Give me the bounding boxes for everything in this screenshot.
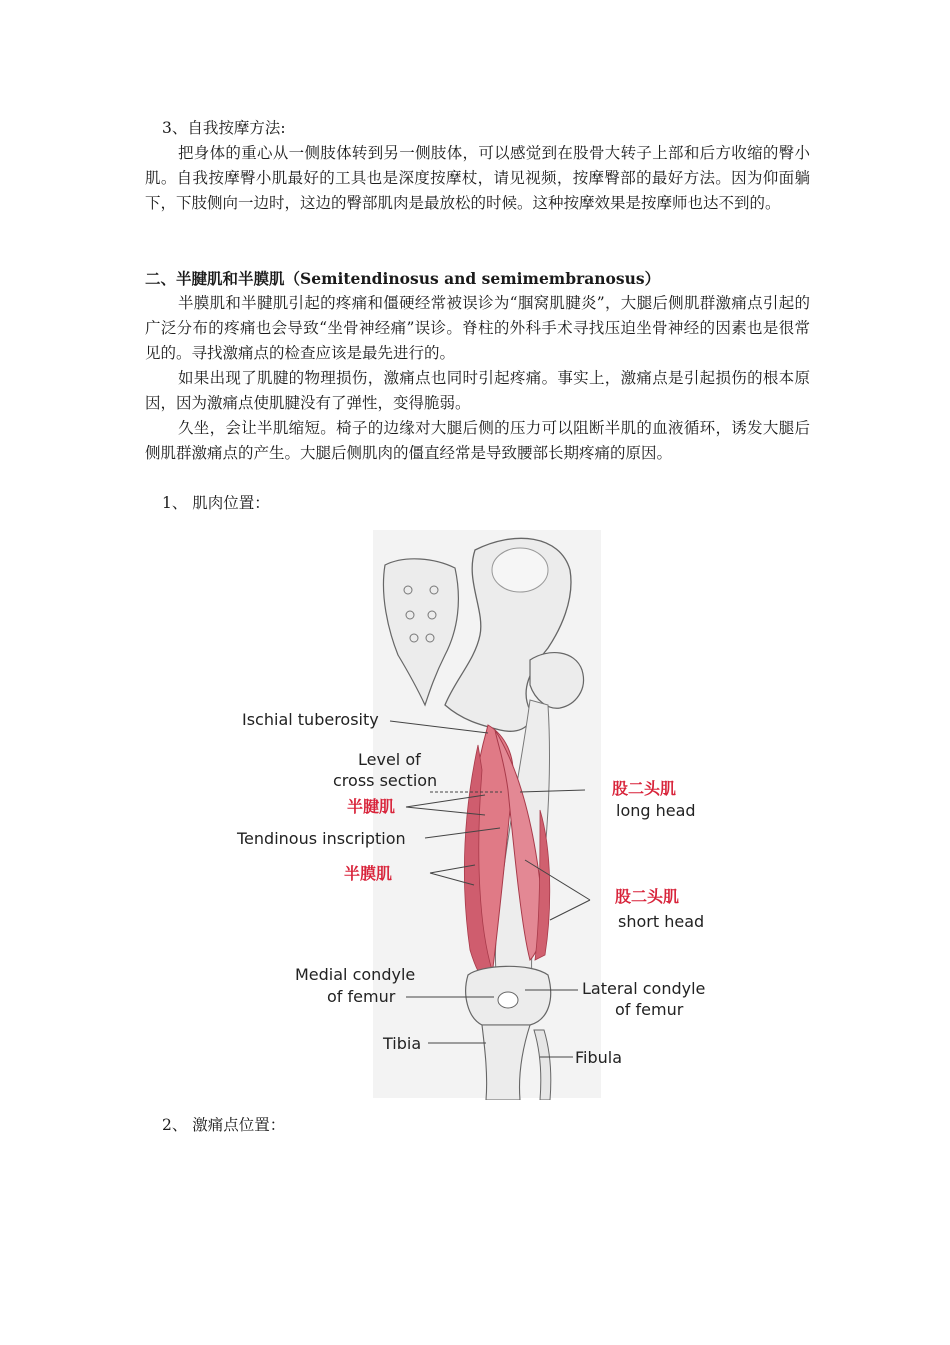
label-biceps-long-cn: 股二头肌: [612, 779, 677, 798]
label-short-head: short head: [618, 912, 705, 931]
section-3-paragraph: 把身体的重心从一侧肢体转到另一侧肢体，可以感觉到在股骨大转子上部和后方收缩的臀小肌。自我按摩臀小肌最好的工具也是深度按摩杖，请见视频，按摩臀部的最好方法。因为仰面躺下，下肢侧向一边时，这边的臀部肌肉是最放松的时候。这种按摩效果是按摩师也达不到的。: [145, 144, 810, 212]
section-3: [145, 116, 810, 216]
femur-head: [530, 653, 583, 709]
label-semitendinosus-cn: 半腱肌: [347, 797, 396, 816]
label-biceps-short-cn: 股二头肌: [615, 887, 680, 906]
label-level-of: Level of: [358, 750, 421, 769]
paragraph-1: 半膜肌和半腱肌引起的疼痛和僵硬经常被误诊为“腘窝肌腱炎”，大腿后侧肌群激痛点引起的广泛分布的疼痛也会导致“坐骨神经痛”误诊。脊柱的外科手术寻找压迫坐骨神经的因素也是很常见的。寻找激痛点的检查应该是最先进行的。: [145, 294, 810, 362]
item-trigger-point-position: 2、 激痛点位置：: [162, 1116, 286, 1134]
paragraph-2: 如果出现了肌腱的物理损伤，激痛点也同时引起疼痛。事实上，激痛点是引起损伤的根本原因，因为激痛点使肌腱没有了弹性，变得脆弱。: [145, 369, 810, 412]
label-tibia: Tibia: [383, 1034, 422, 1053]
anatomy-figure: [230, 530, 730, 1100]
fibula-bone: [534, 1030, 551, 1100]
section-3-heading: 3、自我按摩方法:: [162, 119, 286, 137]
label-fibula: Fibula: [575, 1048, 623, 1067]
heading-prefix: 二、: [145, 269, 177, 288]
label-semimembranosus-cn: 半膜肌: [344, 864, 393, 883]
tibia-bone: [482, 1025, 530, 1100]
heading-cn: 半腱肌和半膜肌: [176, 269, 285, 288]
label-ischial-tuberosity: Ischial tuberosity: [242, 710, 379, 729]
section-2: [145, 266, 810, 466]
item-muscle-position: 1、 肌肉位置：: [162, 494, 270, 512]
label-lateral-of-femur: of femur: [615, 1000, 684, 1019]
label-medial-condyle: Medial condyle: [295, 965, 416, 984]
label-medial-of-femur: of femur: [327, 987, 396, 1006]
paragraph-3: 久坐，会让半肌缩短。椅子的边缘对大腿后侧的压力可以阻断半肌的血液循环，诱发大腿后侧肌群激痛点的产生。大腿后侧肌肉的僵直经常是导致腰部长期疼痛的原因。: [145, 419, 810, 462]
label-long-head: long head: [616, 801, 696, 820]
sacrum-bone: [383, 559, 458, 705]
heading-en: （Semitendinosus and semimembranosus）: [284, 269, 661, 288]
label-tendinous-inscription: Tendinous inscription: [237, 829, 406, 848]
label-cross-section: cross section: [333, 771, 438, 790]
section-2-heading: [145, 266, 810, 291]
label-lateral-condyle: Lateral condyle: [582, 979, 706, 998]
